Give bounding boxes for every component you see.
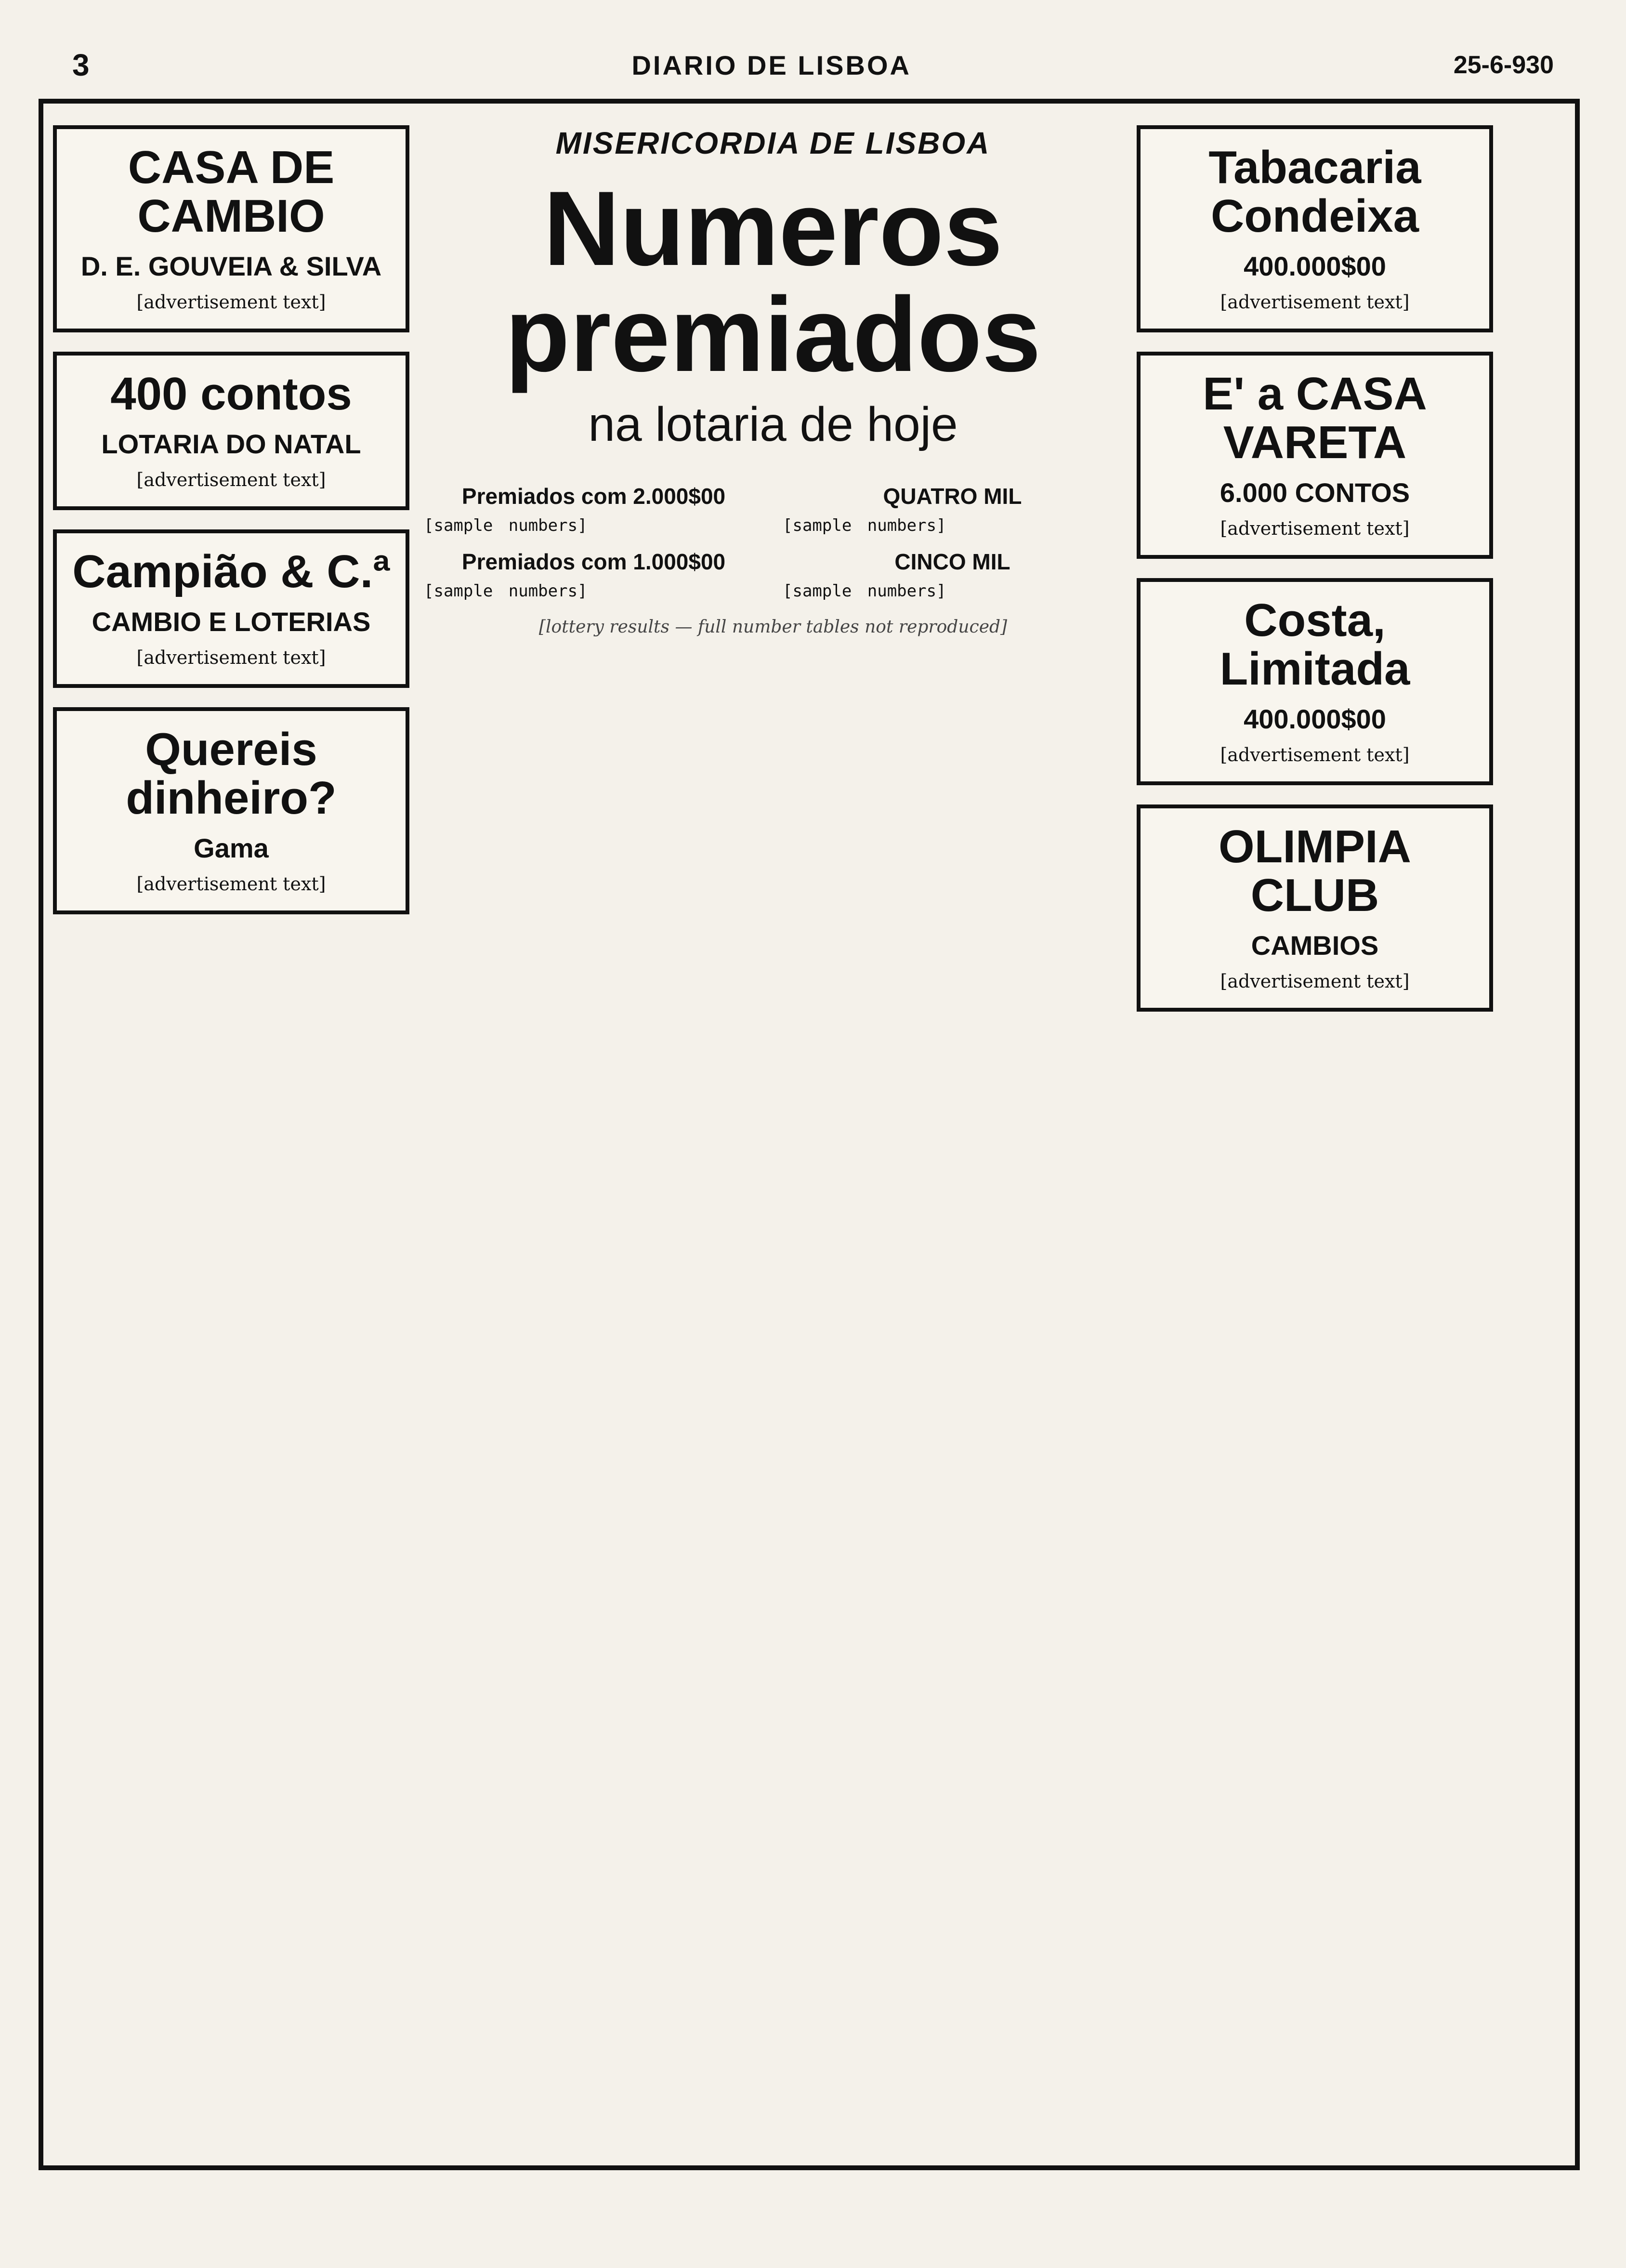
ad-body: [advertisement text]	[1220, 744, 1410, 765]
ad-subheading: Gama	[194, 832, 269, 863]
ad-heading: CASA DE CAMBIO	[128, 142, 335, 242]
results-column-right	[783, 472, 1122, 603]
ad-subheading: D. E. GOUVEIA & SILVA	[80, 251, 382, 281]
ad-body: [advertisement text]	[136, 469, 326, 490]
ad-box	[53, 125, 409, 332]
headline: Numeros premiados	[505, 169, 1041, 394]
results-numbers: [sample numbers]	[424, 581, 588, 601]
results-heading: CINCO MIL	[894, 549, 1010, 574]
ad-heading: 400 contos	[110, 368, 352, 420]
ad-subheading: LOTARIA DO NATAL	[101, 428, 361, 459]
ad-subheading: 400.000$00	[1244, 251, 1386, 281]
results-heading: Premiados com 1.000$00	[461, 549, 726, 574]
ad-box	[53, 707, 409, 914]
ad-body: [advertisement text]	[1220, 291, 1410, 313]
ad-heading: Quereis dinheiro?	[126, 724, 337, 824]
ad-heading: Campião & C.ª	[72, 546, 390, 598]
ad-box	[1137, 125, 1493, 332]
ad-heading: Costa, Limitada	[1220, 594, 1410, 695]
ad-heading: OLIMPIA CLUB	[1219, 820, 1411, 921]
results-numbers: [sample numbers]	[783, 581, 946, 601]
ad-body: [advertisement text]	[136, 291, 326, 313]
ad-body: [advertisement text]	[1220, 970, 1410, 992]
ad-box	[53, 352, 409, 510]
ad-box	[53, 529, 409, 688]
ad-box	[1137, 352, 1493, 559]
ad-heading: Tabacaria Condeixa	[1208, 142, 1421, 242]
ad-box	[1137, 804, 1493, 1012]
section-kicker: MISERICORDIA DE LISBOA	[555, 126, 991, 160]
results-columns	[424, 472, 1122, 603]
placeholder-note: [lottery results — full number tables not reproduced]	[538, 617, 1008, 637]
ad-body: [advertisement text]	[1220, 517, 1410, 539]
results-heading: QUATRO MIL	[883, 484, 1022, 509]
right-ad-column	[1137, 125, 1493, 1031]
lottery-results-section	[424, 125, 1122, 637]
ad-body: [advertisement text]	[136, 873, 326, 895]
page-number: 3	[72, 48, 90, 82]
results-column-left	[424, 472, 763, 603]
masthead	[72, 39, 1554, 92]
ad-heading: E' a CASA VARETA	[1203, 368, 1427, 468]
results-heading: Premiados com 2.000$00	[461, 484, 726, 509]
subheadline: na lotaria de hoje	[588, 397, 958, 451]
results-numbers: [sample numbers]	[424, 516, 588, 535]
newspaper-title: DIARIO DE LISBOA	[631, 50, 911, 80]
ad-box	[1137, 578, 1493, 785]
results-numbers: [sample numbers]	[783, 516, 946, 535]
ad-subheading: CAMBIOS	[1251, 930, 1379, 961]
ad-subheading: 400.000$00	[1244, 703, 1386, 734]
ad-subheading: 6.000 CONTOS	[1220, 477, 1410, 508]
issue-date: 25-6-930	[1453, 51, 1554, 79]
left-ad-column	[53, 125, 409, 934]
ad-subheading: CAMBIO E LOTERIAS	[92, 606, 371, 637]
ad-body: [advertisement text]	[136, 646, 326, 668]
